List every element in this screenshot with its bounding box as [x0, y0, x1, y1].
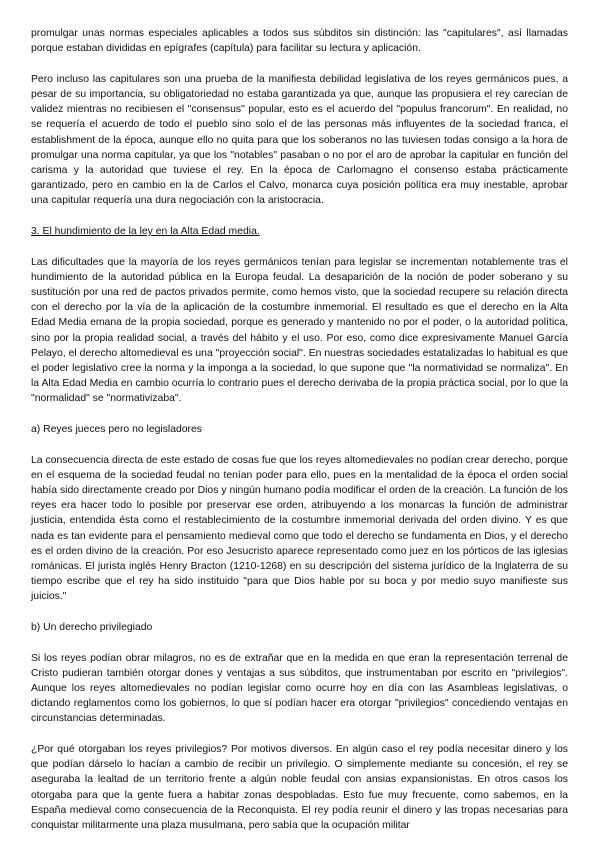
paragraph-capitulares-weakness: Pero incluso las capitulares son una prueba de la manifiesta debilidad legislativa de los reyes germánicos pues, a pesar de su importancia, su obligatoriedad no estaba garantizada ya que, aunque las propusiera el rey carecían de validez mientras no recibiesen el "consensus" popular, esto es el acuerdo del "populus francorum". En realidad, no se requería el acuerdo de todo el pueblo sino solo el de las personas más influyentes de la sociedad franca, el establishment de la época, aunque ello no quita para que los soberanos no las tuviesen todas consigo a la hora de promulgar una norma capitular, ya que los "notables" pasaban o no por el aro de aprobar la capitular en función del carisma y la autoridad que tuviese el rey. En la época de Carlomagno el consenso estaba prácticamente garantizado, pero en cambio en la de Carlos el Calvo, monarca cuya posición política era muy inestable, aprobar una capitular requería una dura negociación con la aristocracia.	[31, 73, 568, 207]
section-heading: 3. El hundimiento de la ley en la Alta Edad media.	[31, 226, 260, 238]
paragraph-por-que-privilegios: ¿Por qué otorgaban los reyes privilegios? Por motivos diversos. En algún caso el rey podía necesitar dinero y los que podían dárselo lo hacían a cambio de recibir un privilegio. O simplemente mediante su concesión, el rey se aseguraba la lealtad de un territorio frente a algún noble feudal con ansias expansionistas. En otros casos los otorgaba para que la gente fuera a habitar zonas despobladas. Esto fue muy frecuente, como sabemos, en la España medieval como consecuencia de la Reconquista. El rey podía reunir el dinero y las tropas necesarias para conquistar militarmente una plaza musulmana, pero sabía que la ocupación militar	[31, 744, 568, 832]
subheading-derecho-privilegiado: b) Un derecho privilegiado	[31, 622, 153, 634]
paragraph-privilegios: Si los reyes podían obrar milagros, no es de extrañar que en la medida en que eran la representación terrenal de Cristo pudieran también otorgar dones y ventajas a sus súbditos, que instrumentaban por escrito en "privilegios". Aunque los reyes altomedievales no podían legislar como ocurre hoy en día con las Asambleas legislativas, o dictando reglamentos como los gobiernos, lo que sí podían hacer era otorgar "privilegios" concediendo ventajas en circunstancias determinadas.	[31, 652, 568, 725]
paragraph-reyes-jueces: La consecuencia directa de este estado de cosas fue que los reyes altomedievales no podían crear derecho, porque en el esquema de la sociedad feudal no tenían poder para ello, pues en la mentalidad de la época el orden social había sido directamente creado por Dios y ningún humano podía modificar el orden de la creación. La función de los reyes era hacer todo lo posible por preservar ese orden, atribuyendo a los monarcas la función de administrar justicia, entendida ésta como el restablecimiento de la costumbre inmemorial derivada del orden divino. Y es que nada es tan evidente para el pensamiento medieval como que todo el derecho se fundamenta en Dios, y el derecho es el orden divino de la creación. Por eso Jesucristo aparece representado como juez en los pórticos de las iglesias románicas. El jurista inglés Henry Bracton (1210-1268) en su descripción del sistema jurídico de la Inglaterra de su tiempo escribe que el rey ha sido instituido "para que Dios hable por su boca y por medio suyo manifieste sus juicios."	[31, 454, 568, 603]
paragraph-capitulares-intro: promulgar unas normas especiales aplicables a todos sus súbditos sin distinción: las "capitulares", así llamadas porque estaban divididas en epígrafes (capítula) para facilitar su lectura y aplicación.	[31, 28, 568, 55]
subheading-reyes-jueces: a) Reyes jueces pero no legisladores	[31, 424, 202, 436]
paragraph-alta-edad-media: Las dificultades que la mayoría de los reyes germánicos tenían para legislar se incrementan notablemente tras el hundimiento de la autoridad pública en la Europa feudal. La desaparición de la noción de poder soberano y su sustitución por una red de pactos privados permite, como hemos visto, que la sociedad recupere su relación directa con el derecho por la vía de la aplicación de la costumbre inmemorial. El resultado es que el derecho en la Alta Edad Media emana de la propia sociedad, porque es generado y mantenido no por el poder, o la autoridad política, sino por la propia realidad social, a través del hábito y el uso. Por eso, como dice expresivamente Manuel García Pelayo, el derecho altomedieval es una "proyección social". En nuestras sociedades estatalizadas lo habitual es que el poder legislativo cree la norma y la imponga a la sociedad, lo que supone que "la normatividad se normaliza". En la Alta Edad Media en cambio ocurría lo contrario pues el derecho derivaba de la propia práctica social, por lo que la "normalidad" se "normativizaba".	[31, 256, 568, 405]
